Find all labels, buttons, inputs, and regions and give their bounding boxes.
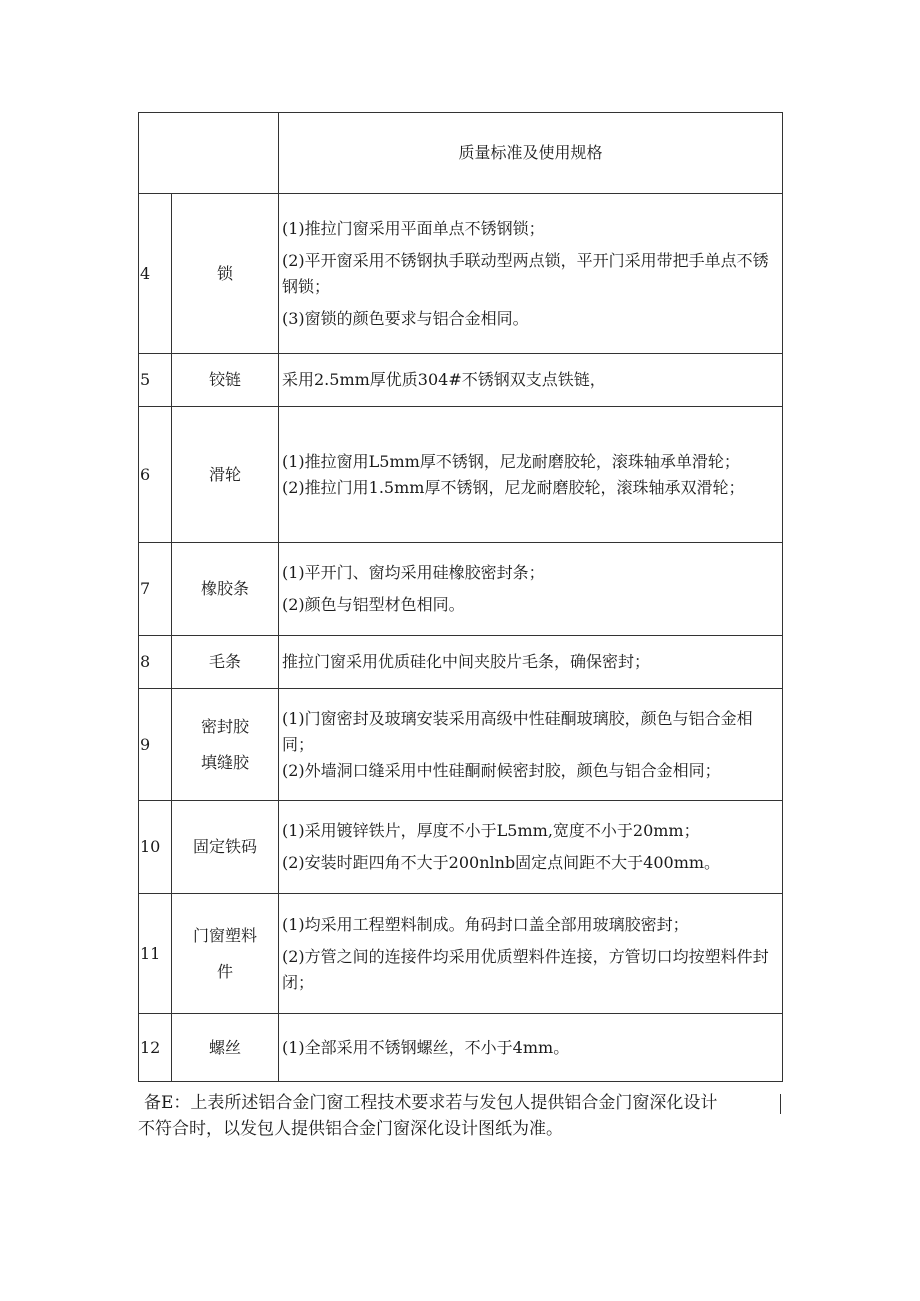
spec-table: [138, 112, 783, 1082]
item-name: 螺丝: [172, 1014, 279, 1082]
row-number: 8: [139, 636, 172, 689]
item-description: (1)采用镀锌铁片，厚度不小于L5mm,宽度不小于20mm； (2)安装时距四角不大于200nlnb固定点间距不大于400mm。: [279, 801, 783, 894]
item-name: 门窗塑料 件: [172, 894, 279, 1014]
row-number: 9: [139, 689, 172, 801]
item-name: 橡胶条: [172, 543, 279, 636]
table-row: [139, 543, 783, 636]
item-description: 推拉门窗采用优质硅化中间夹胶片毛条，确保密封；: [279, 636, 783, 689]
item-description: 采用2.5mm厚优质304#不锈钢双支点铁链，: [279, 354, 783, 407]
header-blank-cell: [139, 113, 279, 194]
item-name: 毛条: [172, 636, 279, 689]
table-row: [139, 894, 783, 1014]
footnote-line-2: 不符合时，以发包人提供铝合金门窗深化设计图纸为准。: [138, 1119, 563, 1139]
item-name: 铰链: [172, 354, 279, 407]
row-number: 6: [139, 407, 172, 543]
item-name: 滑轮: [172, 407, 279, 543]
row-number: 12: [139, 1014, 172, 1082]
table-row: [139, 194, 783, 354]
item-name: 锁: [172, 194, 279, 354]
item-description: (1)全部采用不锈钢螺丝，不小于4mm。: [279, 1014, 783, 1082]
item-description: (1)均采用工程塑料制成。角码封口盖全部用玻璃胶密封； (2)方管之间的连接件均采用优质塑料件连接，方管切口均按塑料件封闭；: [279, 894, 783, 1014]
table-header-row: [139, 113, 783, 194]
table-row: [139, 407, 783, 543]
item-description: (1)推拉门窗采用平面单点不锈钢锁； (2)平开窗采用不锈钢执手联动型两点锁，平开门采用带把手单点不锈钢锁； (3)窗锁的颜色要求与铝合金相同。: [279, 194, 783, 354]
table-row: [139, 689, 783, 801]
row-number: 5: [139, 354, 172, 407]
footnote-line-1: 备E：上表所述铝合金门窗工程技术要求若与发包人提供铝合金门窗深化设计: [144, 1093, 718, 1113]
table-row: [139, 354, 783, 407]
item-description: (1)平开门、窗均采用硅橡胶密封条； (2)颜色与铝型材色相同。: [279, 543, 783, 636]
row-number: 11: [139, 894, 172, 1014]
table-edge-fragment: [780, 1094, 781, 1114]
table-row: [139, 636, 783, 689]
footnote: [138, 1090, 788, 1142]
row-number: 4: [139, 194, 172, 354]
item-name: 密封胶 填缝胶: [172, 689, 279, 801]
table-row: [139, 801, 783, 894]
table-row: [139, 1014, 783, 1082]
header-title: 质量标准及使用规格: [279, 113, 783, 194]
row-number: 10: [139, 801, 172, 894]
item-description: (1)推拉窗用L5mm厚不锈钢，尼龙耐磨胶轮，滚珠轴承单滑轮； (2)推拉门用1.5mm厚不锈钢，尼龙耐磨胶轮，滚珠轴承双滑轮；: [279, 407, 783, 543]
row-number: 7: [139, 543, 172, 636]
item-description: (1)门窗密封及玻璃安装采用高级中性硅酮玻璃胶，颜色与铝合金相同； (2)外墙洞口缝采用中性硅酮耐候密封胶，颜色与铝合金相同；: [279, 689, 783, 801]
item-name: 固定铁码: [172, 801, 279, 894]
